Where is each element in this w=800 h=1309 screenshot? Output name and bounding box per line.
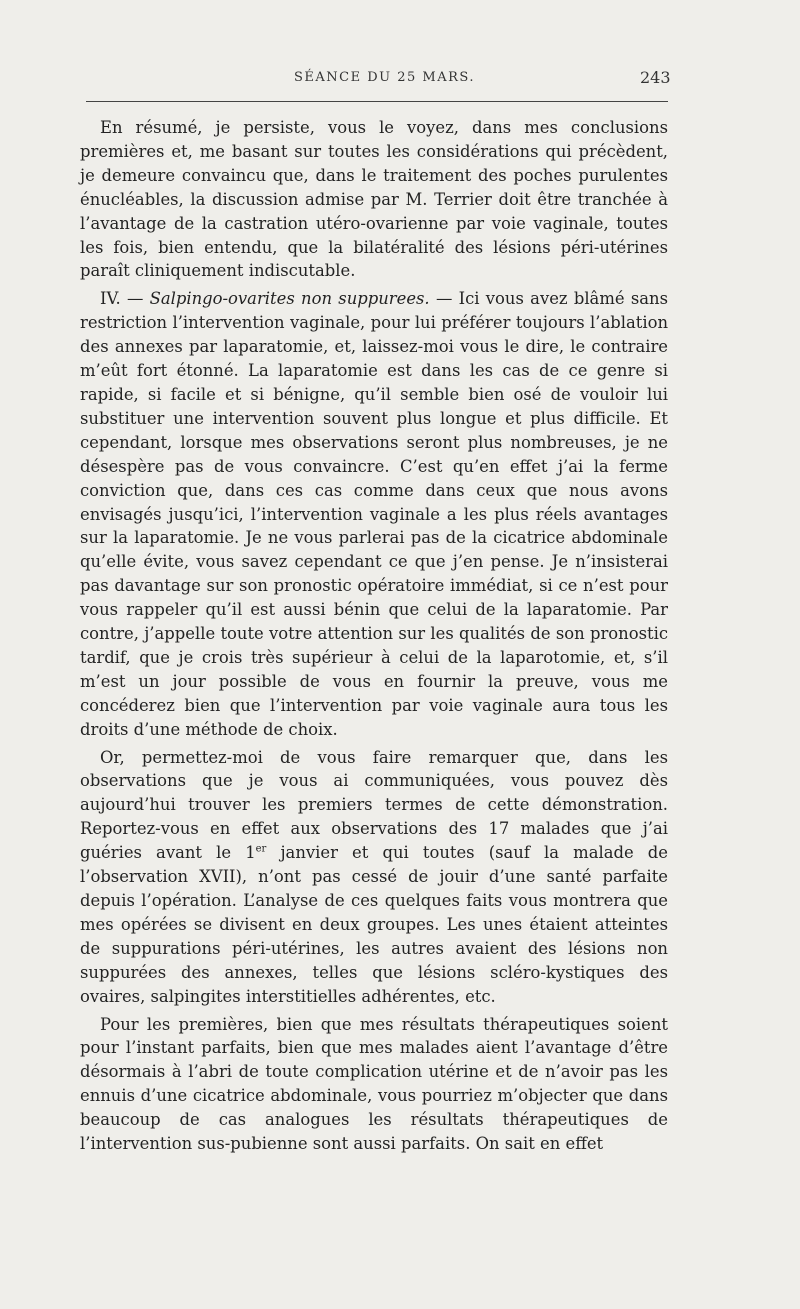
header-rule xyxy=(86,101,668,102)
paragraph-2 xyxy=(80,287,668,741)
section-heading: Salpingo-ovarites non suppurees. xyxy=(149,289,430,309)
paragraph-4: Pour les premières, bien que mes résultats thérapeutiques soient pour l’instant parfaits, bien que mes malades aient l’avantage d’être désormais à l’abri de toute complication utérine et de n’avoir pas les ennuis d’une cicatrice abdominale, vous pourriez m’objecter que dans beaucoup de cas analogues les résultats thérapeutiques de l’intervention sus-pubienne sont aussi parfaits. On sait en effet xyxy=(80,1014,668,1154)
section-number: IV. — xyxy=(100,289,150,309)
paragraph-3-text-after: janvier et qui toutes (sauf la malade de l’observation XVII), n’ont pas cessé de jouir d’une santé parfaite depuis l’opération. L’analyse de ces quelques faits vous montrera que mes opérées se divisent en deux groupes. Les unes étaient atteintes de suppurations péri-utérines, les autres avaient des lésions non suppurées des annexes, telles que lésions scléro-kystiques des ovaires, salpingites interstitielles adhérentes, etc. xyxy=(80,843,669,1006)
paragraph-1: En résumé, je persiste, vous le voyez, dans mes conclusions premières et, me basant sur toutes les considérations qui précèdent, je demeure convaincu que, dans le traitement des poches purulentes énucléables, la discussion admise par M. Terrier doit être tranchée à l’avantage de la castration utéro-ovarienne par voie vaginale, toutes les fois, bien entendu, que la bilatéralité des lésions péri-utérines paraît cliniquement indiscutable. xyxy=(80,118,668,281)
ordinal-superscript: er xyxy=(255,843,267,855)
paragraph-3 xyxy=(80,746,668,1009)
body-text xyxy=(80,116,668,1160)
page-number: 243 xyxy=(640,68,671,87)
paragraph-3-text-before: Or, permettez-moi de vous faire remarquer que, dans les observations que je vous ai communiquées, vous pouvez dès aujourd’hui trouver les premiers termes de cette démonstration. Reportez-vous en effet aux observations des 17 malades que j’ai guéries avant le 1 xyxy=(80,747,668,863)
paragraph-2-text: — Ici vous avez blâmé sans restriction l’intervention vaginale, pour lui préférer toujours l’ablation des annexes par laparatomie, et, laissez-moi vous le dire, le contraire m’eût fort étonné. La laparatomie est dans les cas de ce genre si rapide, si facile et si bénigne, qu’il semble bien osé de vouloir lui substituer une intervention souvent plus longue et plus difficile. Et cependant, lorsque mes observations seront plus nombreuses, je ne désespère pas de vous convaincre. C’est qu’en effet j’ai la ferme conviction que, dans ces cas comme dans ceux que nous avons envisagés jusqu’ici, l’intervention vaginale a les plus réels avantages sur la laparatomie. Je ne vous parlerai pas de la cicatrice abdominale qu’elle évite, vous savez cependant ce que j’en pense. Je n’insisterai pas davantage sur son pronostic opératoire immédiat, si ce n’est pour vous rappeler qu’il est aussi bénin que celui de la laparatomie. Par contre, j’appelle toute votre attention sur les qualités de son pronostic tardif, que je crois très supérieur à celui de la laparotomie, et, s’il m’est un jour possible de vous en fournir la preuve, vous me concéderez bien que l’intervention par voie vaginale aura tous les droits d’une méthode de choix. xyxy=(80,289,669,739)
running-header-title: SÉANCE DU 25 MARS. xyxy=(294,70,475,85)
